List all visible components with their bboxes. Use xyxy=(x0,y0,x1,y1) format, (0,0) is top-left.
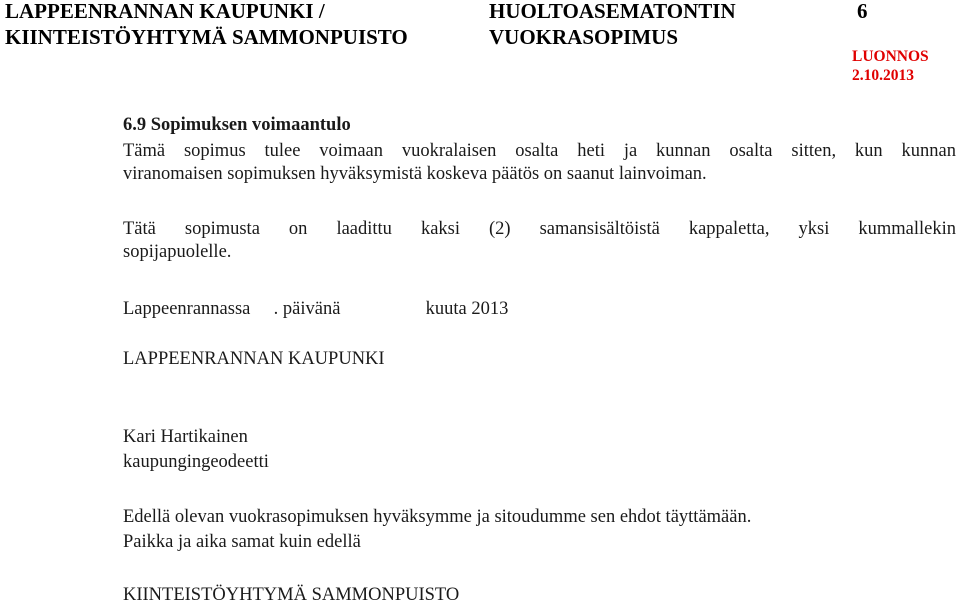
page-number: 6 xyxy=(857,0,868,23)
signer-title: kaupungingeodeetti xyxy=(123,452,269,472)
place-date-line xyxy=(123,298,956,321)
effective-paragraph-line-2: viranomaisen sopimuksen hyväksymistä koskeva päätös on saanut lainvoiman. xyxy=(123,164,707,184)
signer-name: Kari Hartikainen xyxy=(123,427,248,447)
header-title-line-1: HUOLTOASEMATONTIN xyxy=(489,0,736,23)
signing-place: Lappeenrannassa xyxy=(123,299,251,319)
signing-day: . päivänä xyxy=(273,299,341,319)
effective-paragraph xyxy=(123,140,956,186)
signing-month-year: kuuta 2013 xyxy=(425,299,509,319)
copies-paragraph-line-2: sopijapuolelle. xyxy=(123,242,232,262)
draft-date: 2.10.2013 xyxy=(852,67,914,84)
copies-paragraph xyxy=(123,218,956,264)
effective-paragraph-line-1: Tämä sopimus tulee voimaan vuokralaisen osalta heti ja kunnan osalta sitten, kun kunnan xyxy=(123,141,956,161)
header-parties xyxy=(5,0,408,50)
header-party-line-1: LAPPEENRANNAN KAUPUNKI / xyxy=(5,0,325,23)
header-title-line-2: VUOKRASOPIMUS xyxy=(489,25,679,49)
draft-stamp xyxy=(852,47,929,85)
header-party-line-2: KIINTEISTÖYHTYMÄ SAMMONPUISTO xyxy=(5,25,408,49)
header-document-title xyxy=(489,0,736,50)
party-tenant: KIINTEISTÖYHTYMÄ SAMMONPUISTO xyxy=(123,585,460,605)
section-title: 6.9 Sopimuksen voimaantulo xyxy=(123,115,351,135)
acceptance-place-time: Paikka ja aika samat kuin edellä xyxy=(123,532,361,552)
copies-paragraph-line-1: Tätä sopimusta on laadittu kaksi (2) samansisältöistä kappaletta, yksi kummallekin xyxy=(123,219,956,239)
party-city: LAPPEENRANNAN KAUPUNKI xyxy=(123,349,385,369)
acceptance-statement: Edellä olevan vuokrasopimuksen hyväksymme ja sitoudumme sen ehdot täyttämään. xyxy=(123,507,752,527)
draft-label: LUONNOS xyxy=(852,48,929,65)
